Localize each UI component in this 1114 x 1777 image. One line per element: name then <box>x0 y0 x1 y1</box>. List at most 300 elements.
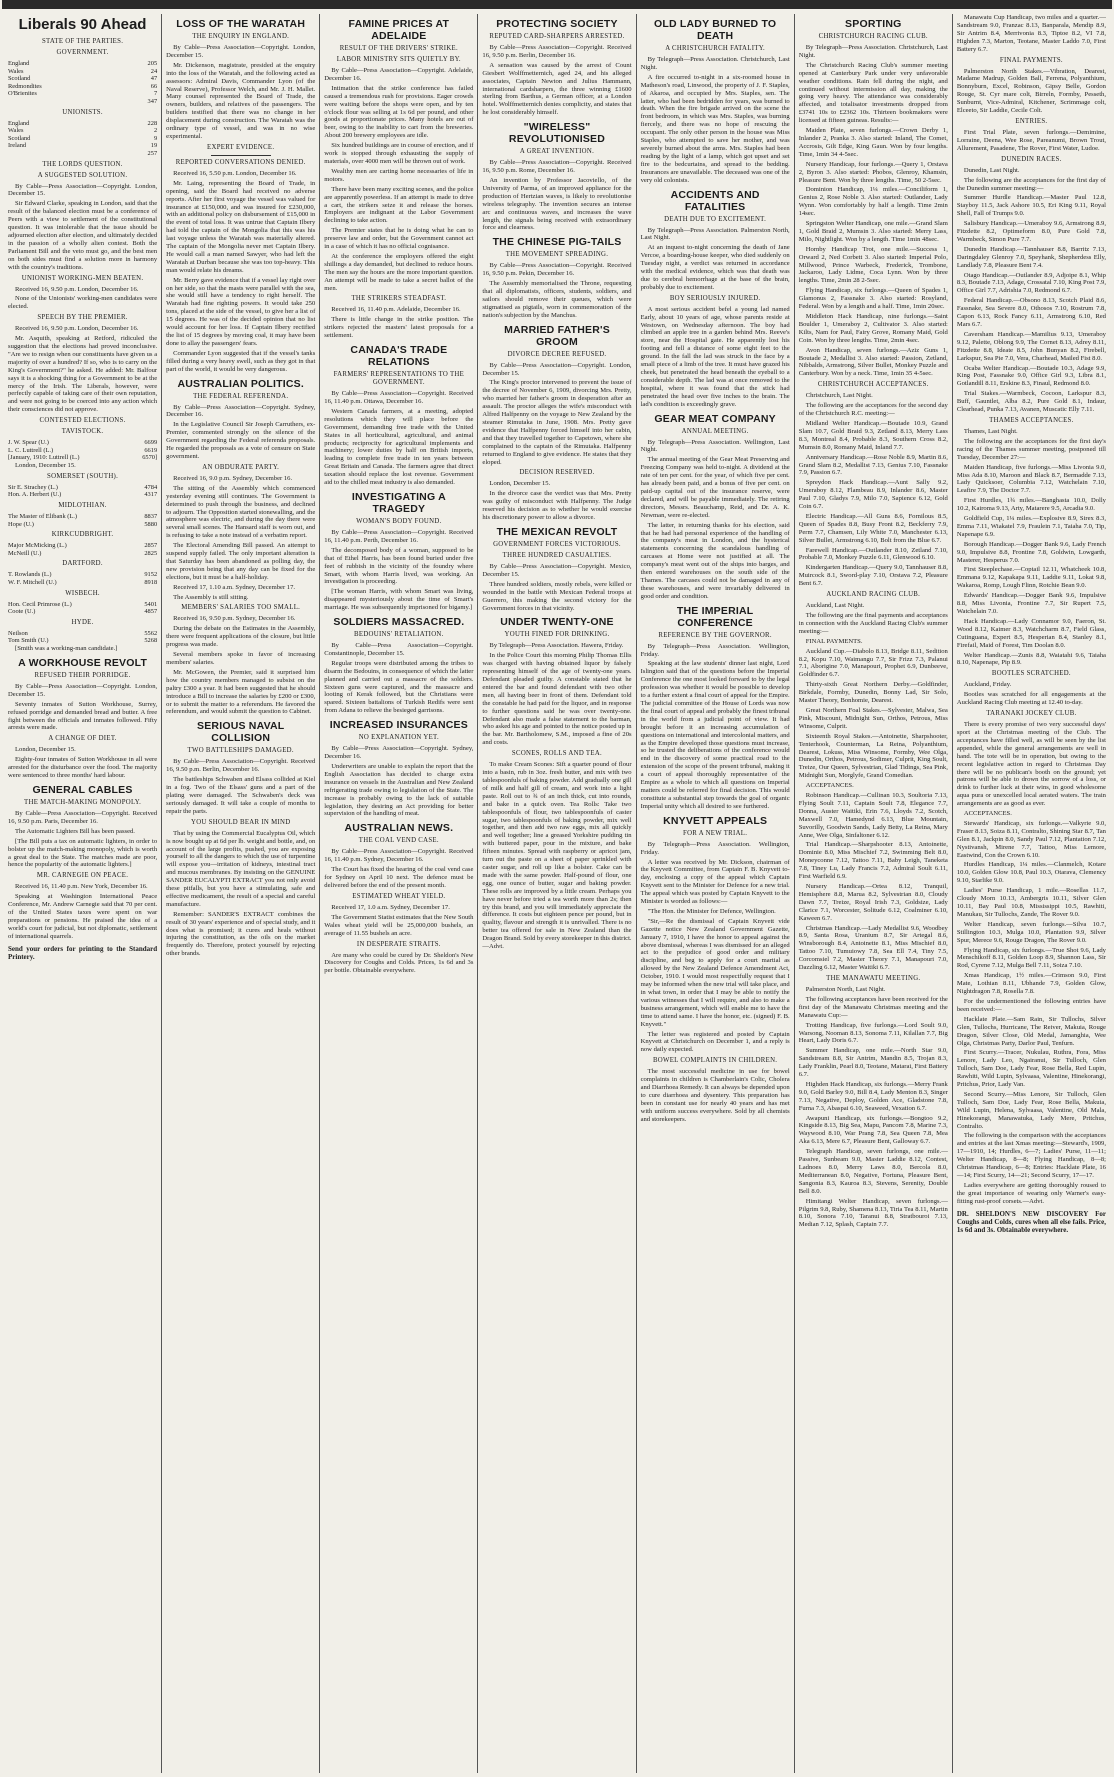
subheading: DECISION RESERVED. <box>519 469 595 477</box>
subheading: FARMERS' REPRESENTATIONS TO THE GOVERNMENT. <box>333 371 465 387</box>
paragraph: The Christchurch Racing Club's summer meeting opened at Canterbury Park under very unfavorable weather conditions. Rain fell during the night, and continued without intermission all day, making the going very heavy. The attendance was considerably affected, and totalisator investments dropped from £3741 10s to £2362 10s. Thirteen bookmakers were licensed at fifteen guineas. Results:— <box>798 61 948 125</box>
paragraph: Trial Handicap.—Sharpshooter 8.13, Antoinette, Dominie 8.0, Miss Mischief 7.2, Swimming Belt 8.0, Moneyconne 7.12, Tattoo 7.11, Baby Leigh, Taneketa 7.8, Tiney Lu, Lady Francis 7.2, Admiral Soult 6.11, First Warfield 6.9. <box>798 841 948 881</box>
headline: GEAR MEAT COMPANY <box>654 412 776 425</box>
paragraph: Otago Handicap.—Outlander 8.9, Adjoipe 8.1, Whip 8.3, Boutade 7.13, Adage, Crossatal 7.10, King Post 7.9, Office Girl 7.7, Adrishia 7.0, Redmond 6.7. <box>956 271 1106 295</box>
article <box>166 464 315 602</box>
article <box>8 161 157 272</box>
row-value: 257 <box>147 149 158 157</box>
paragraph: By Cable—Press Association—Copyright. Sydney, December 16. <box>166 403 316 419</box>
paragraph: ACCEPTANCES. <box>963 810 1012 818</box>
row-label: Hon. A. Herbert (U.) <box>8 491 62 499</box>
headline: AUSTRALIAN NEWS. <box>344 822 454 835</box>
paragraph: By Cable—Press Association—Copyright. London, December 15. <box>8 682 158 698</box>
paragraph: A most serious accident befel a young lad named Early, about 10 years of age, whose parents reside at Westown, on Wednesday afternoon. The boy had climbed an apple tree in a garden behind Mrs. Reeve's store, near the Hospital gate. He apparently lost his footing and fell a distance of some eight feet to the ground. In the fall the lad was struck in the face by a small piece of a limb of the tree. It must have grazed his cheek, but penetrated the head beneath the eyeball to a considerable depth. The lad was at once removed to the hospital, where it was found that the stick had penetrated the head over five inches to the brain. The lad's condition is exceedingly grave. <box>640 305 790 408</box>
paragraph: Hack Handicap.—Lady Connamor 9.0, Faeron, St. Wood 8.12, Kaimer 8.3, Watchcharm 8.7, Field Glass, Cutinguana, Expert 8.5, Hesperian 8.4, Stanley 8.1, Firefail, Maid of Forest, Tim Doolan 8.0. <box>956 617 1106 649</box>
headline: PROTECTING SOCIETY <box>496 18 618 30</box>
paragraph: Ladies' Purse Handicap, 1 mile.—Rosellas 11.7, Cloudy Morn 10.13, Ambergris 10.11, Silver Glen 10.11, Bay Paul 10.8, Mississippi 10.5, Rawhiti, Manukau, Sir Tullochs, Zande, The Rover 9.0. <box>956 887 1106 918</box>
paragraph: London, December 15. <box>15 461 76 469</box>
table-row <box>8 98 157 106</box>
paragraph: Awapuni Handicap, six furlongs.—Bongtoo 9.2, Kingside 8.13, Big Sea, Mapu, Pancom 7.8, Marine 7.3, Waywood 8.10, War Prang 7.8, Sea Queen 7.8, Mea Aka 6.13, Mere 6.7, Pleasure Bent, Galloway 6.7. <box>798 1114 948 1146</box>
subheading: IN DESPERATE STRAITS. <box>356 940 441 948</box>
row-value: 6699 <box>144 439 158 447</box>
subheading: ANNUAL MEETING. <box>681 427 749 435</box>
row-value: 5401 <box>144 600 158 608</box>
subheading: THE MOVEMENT SPREADING. <box>505 251 609 259</box>
article <box>8 560 157 586</box>
subheading: THE MANAWATU MEETING. <box>826 974 921 982</box>
paragraph: Received 16, 11.40 p.m. Adelaide, December 16. <box>331 306 461 314</box>
subheading: KIRKCUDBRIGHT. <box>51 531 114 539</box>
article <box>482 324 631 467</box>
paragraph: Several members spoke in favor of increasing members' salaries. <box>166 651 316 666</box>
column-1 <box>4 14 162 1773</box>
paragraph: Maiden Plate, seven furlongs.—Crown Derby 1, Inlander 2, Pranka 3. Also started: Inland, The Comet, Accrosis, Gilt Edge, King Gaun. Won by four lengths. Time, 1min 34 4-5sec. <box>798 127 948 158</box>
subheading: YOU SHOULD BEAR IN MIND <box>191 818 291 826</box>
results-table <box>8 601 157 616</box>
article <box>324 941 473 976</box>
headline: INCREASED INSURANCES <box>329 719 468 732</box>
paragraph: [The Bill puts a tax on automatic lighters, in order to bolster up the match-making monopoly, which is worth a great deal to the State. The matches made are poor, hence the popularity of the automatic lighters.] <box>8 837 158 869</box>
article <box>641 189 790 292</box>
table-row <box>8 579 157 587</box>
row-label: Redmondites <box>8 82 42 90</box>
paragraph: First Steeplechase.—Coptail 12.11, Whatcheek 10.8, Emmana 9.12, Kapakapa 9.11, Laddie 9.11, Lokat 9.8, Wakaroa, Romp, Lough Flinn, Rotchie Bean 9.0. <box>956 566 1106 590</box>
row-value: 4317 <box>144 491 158 499</box>
article <box>641 605 790 811</box>
subheading: UNIONISTS. <box>62 108 103 116</box>
paragraph: Received 16, 5.50 p.m. London, December 16. <box>173 169 297 177</box>
column-2 <box>162 14 320 1773</box>
paragraph: Intimation that the strike conference has failed caused a tremendous rush for provisions. Eager crowds were waiting before the shops were open, and by ten o'clock flour was selling at 1s 6d per pound, and other goods at proportionate prices. Many hotels are out of beer, owing to the inability to cart from the breweries. About 200 brewery employees are idle. <box>324 84 474 140</box>
results-table <box>8 439 157 462</box>
paragraph: By Cable—Press Association—Copyright. Received 16, 9.50 p.m. Rome, December 16. <box>482 159 632 175</box>
article <box>324 18 473 292</box>
table-row <box>8 542 157 550</box>
paragraph: Flying Handicap, six furlongs.—True Shot 9.6, Lady Menschikoff 8.11, Golden Loop 8.9, Shannon Lass, Sir Rod, Cyrene 7.12, Mulga Bell 7.11, Soiza 7.10. <box>956 946 1106 970</box>
row-label: Neilson <box>8 629 28 637</box>
paragraph: Kindergarten Handicap.—Query 9.0, Tannhauser 8.8, Muircock 8.1, Sword-play 7.10, Orstava 7.2, Pleasure Bent 6.7. <box>798 564 948 588</box>
article <box>641 815 790 1055</box>
row-value: 19 <box>150 142 158 150</box>
paragraph: By Cable—Press Association—Copyright. Received 16, 11.40 p.m. Ottawa, December 16. <box>324 390 474 405</box>
paragraph: Second Scurry.—Miss Lenore, Sir Tulloch, Glen Tulloch, Sam Doe, Lady Fear, Rose Bella, Makuia, Wild Lupin, Helena, Sylvaasa, Valentine, Old Mala, Hinekorangi, Manawatuka, Lady Mere, Pritchus, Contralto. <box>956 1090 1106 1130</box>
paragraph: Six hundred buildings are in course of erection, and if work is stopped through exhausting the supply of materials, over 4000 men will be thrown out of work. <box>324 142 474 165</box>
paragraph: Eighty-four inmates of Sutton Workhouse in all were arrested for the disturbance over the food. The majority were sentenced to three months' hard labour. <box>8 756 158 780</box>
paragraph: Auckland, Friday. <box>963 681 1012 689</box>
paragraph: In the divorce case the verdict was that Mrs. Pretty was guilty of misconduct with Halfpenny. The Judge reserved his decision as to whether he would exercise his discretionary power to allow a divorce. <box>482 490 632 522</box>
paragraph: The following is the comparison with the acceptances and entries at the last Xmas meeting:—Steward's, 1909, 17—1910, 14; Hurdles, 6—7; Ladies' Purse, 11—11; Welter Handicap, 8—8; Flying Handicap, 8—8; Christmas Handicap, 6—8; Entries: Hacklate Plate, 16—14; First Scurry, 14—21; Second Scurry, 17—17. <box>956 1132 1106 1179</box>
paragraph: The following are the acceptances for the first day's racing of the Thames summer meeting, postponed till Tuesday, December 27:— <box>956 437 1106 461</box>
subheading: RESULT OF THE DRIVERS' STRIKE. <box>339 45 458 52</box>
paragraph: During the debate on the Estimates in the Assembly, there were frequent applications of the closure, but little progress was made. <box>166 625 316 649</box>
paragraph: Bootles was scratched for all engagements at the Auckland Racing Club meeting at 12.40 to-day. <box>956 691 1106 707</box>
paragraph: Trotting Handicap, five furlongs.—Lord Soult 9.0, Warsong, Nooman 8.13, Sonoma 7.11, Kilallan 7.7, Big Heart, Lady Doris 6.7. <box>798 1021 948 1045</box>
subheading: CONTESTED ELECTIONS. <box>39 417 126 425</box>
paragraph: Telegraph Handicap, seven furlongs, one mile.—Passive, Sunbeam 9.0, Master Laddie 8.12, Contest, Ladnoes 8.0, Merry Laws 8.0, Bercola 8.0, Mediterranean 8.0, Negative, Fortuna, Pleasure Bent, Sangonia 8.3, Kauroa 8.3, Stevens, Serenity, Double Bell 8.0. <box>798 1148 948 1195</box>
table-row <box>8 439 157 447</box>
article <box>799 975 948 1229</box>
paragraph: None of the Unionists' working-men candidates were elected. <box>8 295 158 311</box>
paragraph: [The woman Harris, with whom Smart was living, disappeared mysteriously about the time of Smart's marriage. He was subsequently imprisoned for bigamy.] <box>324 588 474 612</box>
results-table <box>8 484 157 499</box>
article <box>166 18 315 141</box>
paragraph: Midland Welter Handicap.—Boutade 10.9, Grand Slam 10.7, Gold Braid 9.3, Zetland 8.13, Merry Lass 8.3, Montreal 8.4, Probable 8.3, Southern Cross 8.2, Mumsin 8.0, Romany Maid, Inland 7.7. <box>798 419 948 451</box>
paragraph: An invention by Professor Jacoviello, of the University of Parma, of an improved appliance for the production of Hertzian waves, is likely to revolutionise wireless telegraphy. The invention secures an intense arc and continuous waves, and increases the wave length, the signals being received with extraordinary force and clearness. <box>482 176 632 232</box>
row-label: Scotland <box>8 134 31 142</box>
article <box>482 18 631 117</box>
paragraph: Robinson Handicap.—Cullinan 10.3, Soultoria 7.13, Flying Soult 7.11, Captain Soult 7.8, Elegance 7.7, Donna, Auster Waitiki, Erin 7.6, Lloyds 7.2, Scotch, Maxwell 7.0, Hamedynd 6.13, Blue Mountain, Suvorilly, Goodwin Sands, Lady Betty, La Reina, Mary Anne, Wee Olga, Sinfaltoner 6.12. <box>798 792 948 839</box>
subheading: CHRISTCHURCH RACING CLUB. <box>818 33 928 40</box>
paragraph: Hurdles Handicap, 1¼ miles.—Clanmelch, Kotare 10.0, Golden Glow 10.8, Paul 10.3, Otarava, Clemency 9.10, Starlike 9.0. <box>956 861 1106 885</box>
paragraph: Mr. Asquith, speaking at Retford, ridiculed the suggestion that the elections had proved inconclusive. "Are we to resign when our constituents have given us a majority of over a hundred? If so, who is to carry on the King's Government?" he asked. He added: Mr. Balfour says it is a shocking thing for a Government to be at the mercy of the Irish. The Liberals, however, were perfectly capable of taking care of their own reputation, and were not going to be coerced into any action which their consciences did not approve. <box>8 335 158 414</box>
subheading: REFERENCE BY THE GOVERNOR. <box>658 631 772 639</box>
row-label: Wales <box>8 67 24 75</box>
paragraph: Received 16, 9.50 p.m. London, December 16. <box>15 285 139 293</box>
row-label: Tom Smith (U.) <box>8 637 49 645</box>
row-label: J. W. Spear (U.) <box>8 439 49 447</box>
paragraph: By Cable—Press Association—Copyright. Adelaide, December 16. <box>324 67 474 82</box>
results-table <box>8 571 157 586</box>
paragraph: That by using the Commercial Eucalyptus Oil, which is now bought up at 6d per lb. weight and bottle, and, on account of the large profits, pushed, you are exposing yourself to all the dangers to which the use of turpentine will expose you—irritation of kidneys, intestinal tract and mucous membranes. By insisting on the GENUINE SANDER EUCALYPTI EXTRACT you not only avoid these pitfalls, but you have a stimulating, safe and effective medicament, the result of a special and careful manufacture. <box>166 829 316 908</box>
table-row <box>8 83 157 91</box>
subheading: A GREAT INVENTION. <box>519 148 595 156</box>
paragraph: Regular troops were distributed among the tribes to disarm the Bedouins, in consequence of which the latter planned and carried out a massacre of the soldiers. Sixteen guns were captured, and the massacre and looting of Kerak followed, but the Christians were spared. Sixteen battalions of Turkish Redifs were sent from Adana to relieve the besieged garrisons. <box>324 659 474 715</box>
subheading: REFUSED THEIR PORRIDGE. <box>34 671 131 679</box>
row-label: England <box>8 119 30 127</box>
table-row <box>8 447 157 455</box>
article <box>957 670 1106 707</box>
paragraph: Hacklate Plate.—Sam Rain, Sir Tullochs, Silver Glen, Tullochs, Hurricane, The Reiver, Makuia, Rouge Dragon, Silver Close, Old Medal, Jamanghia, Wee Olga, Christmas Party, Darlor Paul, Tenfurn. <box>956 1015 1106 1047</box>
results-table <box>8 542 157 557</box>
subheading: THAMES ACCEPTANCES. <box>989 416 1074 424</box>
table-row <box>8 601 157 609</box>
paragraph: Welter Handicap.—Zunis 8.8, Waiatahi 9.6, Taiaha 8.10, Napenape, Pip 8.9. <box>956 651 1106 667</box>
paragraph: By Cable—Press Association—Copyright. London, December 15. <box>8 182 158 198</box>
subheading: THE LORDS QUESTION. <box>42 160 123 168</box>
article <box>324 491 473 612</box>
row-value: 47 <box>150 75 158 83</box>
row-value: 9 <box>153 134 158 142</box>
paragraph: Underwriters are unable to explain the report that the English Association has decided to charge extra insurance on vessels in the Australian and New Zealand refrigerating trade owing to legislation of the State. The increase is probably owing to the lack of suitable legislation, they desiring an Act providing for better supervision of the handling of meat. <box>324 763 474 818</box>
subheading: BOOTLES SCRATCHED. <box>991 670 1071 678</box>
article <box>8 417 157 470</box>
paragraph: By Cable—Press Association—Copyright. London, December 15. <box>482 361 632 377</box>
row-label: Ireland <box>8 142 27 150</box>
headline: INVESTIGATING A TRAGEDY <box>351 490 446 515</box>
paragraph: The latter, in returning thanks for his election, said that he had had personal experience of the handling of the company's meat in London, and the hysterical statements concerning the scandalous handling of carcases at Home were not justified at all. The company's meat went out of the ships into barges, and then entered warehouses on the south side of the Thames. The carcases could not be damaged in any of these warehouses, and were invariably delivered in good order and condition. <box>640 521 790 600</box>
row-label <box>8 98 124 106</box>
article <box>957 156 1106 414</box>
paragraph: Manawatu Cup Handicap, two miles and a quarter.—Sandstream 9.0, Franzac 8.13, Banparala, Mendip 8.9, Sir Antrim 8.4, Merrivonia 8.3, Tiptoe 8.2, VI 7.8, Highden 7.3, Marton, Teotane, Master Laddo 7.0, First Battery 6.7. <box>956 14 1106 53</box>
subheading: A CHRISTCHURCH FATALITY. <box>665 45 766 52</box>
table-row <box>8 127 157 135</box>
headline: SOLDIERS MASSACRED. <box>333 616 465 629</box>
subheading: MR. CARNEGIE ON PEACE. <box>36 872 129 880</box>
paragraph: Nursery Handicap.—Ortea 8.12, Tranquil, Hemisphere 8.8, Marua 8.2, Sylvestrian 8.0, Cloudy Dawn 7.7, Treize, Royal Irish 7.3, Goldsize, Lady Clarice 7.1, Worcester, Solitude 6.12, Coalminer 6.10, Kaween 6.7. <box>798 883 948 922</box>
table-row <box>8 521 157 529</box>
paragraph: Speaking at Washington International Peace Conference, Mr. Andrew Carnegie said that 70 per cent. of the United States taxes were spent on war preparations or pensions. He praised the idea of a world's court for judicial, but not diplomatic, settlement of international quarrels. <box>8 893 158 940</box>
row-value: 4784 <box>144 483 158 491</box>
article <box>8 16 157 106</box>
paragraph: A fire occurred to-night in a six-roomed house in Matheson's road, Linwood, the property of J. F. Staples, of Akaroa, and occupied by Mrs. Staples, sen. The latter, who had been bedridden for years, was burned to death. When the fire brigade arrived on the scene the front bedroom, in which was Mrs. Staples, was burning fiercely, and there was no hope of rescuing the occupant. The only other person in the house was Miss Staples, who attempted to save her mother, and was severely burned about the arms. Mrs. Staples had been reading by the light of a lamp, which got upset and set fire to the bedcurtains, and spread to the bedding. Insurances are unavailable. The deceased was one of the very old colonists. <box>640 73 790 184</box>
article <box>166 144 315 374</box>
paragraph: The sitting of the Assembly which commenced yesterday evening still continues. The Government is determined to push through the business, and declined to adjourn. The Opposition started stonewalling, and the atmosphere was electric, and during the day there were several small scenes. The Hansard staff is worn out, and is refusing to take a note instead of a verbatim report. <box>166 484 316 540</box>
table-row <box>8 513 157 521</box>
table-row <box>8 90 157 98</box>
subheading: TAVISTOCK. <box>61 428 104 436</box>
paragraph: By Telegraph—Press Association. Wellington, Friday. <box>640 840 790 856</box>
headline: AUSTRALIAN POLITICS. <box>177 377 304 390</box>
row-label: Sir E. Strachey (L.) <box>8 483 58 491</box>
article <box>799 591 948 972</box>
paragraph: Himitangi Welter Handicap, seven furlongs.—Pilgrim 9.8, Ruby, Shamena 8.13, Tiria Tea 8.11, Martin 8.10, Sonora 7.10, Taranui 8.8, Stratbouroi 7.13, Median 7.12, Splash, Captain 7.7. <box>798 1197 948 1229</box>
paragraph: Farewell Handicap.—Outlander 8.10, Zetland 7.10, Probable 7.0, Monkey Puzzle 6.11, Glenwood 6.10. <box>798 546 948 562</box>
paragraph: In the Police Court this morning Philip Thomas Ellis was charged with having obtained liquor by falsely representing himself of the age of twenty-one years. Defendant pleaded guilty. A constable stated that he entered the bar and found defendant with two other men, all having beer in front of them. Defendant told the constable he had paid for the liquor, and in response to further questions said he was over twenty-one. Defendant also made a false statement to the barman, who asked his age and pointed to the notice posted up in the bar. Mr. Bartholomew, S.M., imposed a fine of 20s and costs. <box>482 652 632 747</box>
paragraph: Thirty-sixth Great Northern Derby.—Goldfinder, Birkdale, Formby, Dunedin, Bonny Lad, Sir Solo, Master Theory, Bonhomie, Dearest. <box>798 681 948 705</box>
headline: THE CHINESE PIG-TAILS <box>492 236 622 249</box>
paragraph: [Smith was a working-man candidate.] <box>15 645 118 652</box>
paragraph: A letter was received by Mr. Dickson, chairman of the Knyvett Committee, from Captain F. B. Knyvett to-day, enclosing a copy of the appeal which Captain Knyvett sent to the Minister for Defence for a new trial. The appeal which was posted by Captain Knyvett to the Minister is worded as follows:— <box>640 858 790 906</box>
article <box>957 417 1106 667</box>
row-value: 5880 <box>144 520 158 528</box>
paragraph: Nursery Handicap, four furlongs.—Query 1, Orstava 2, Byron 3. Also started: Phobos, Glenroy, Khamsin, Pleasure Bent. Won by three lengths. Time, 50 2-5sec. <box>798 160 948 184</box>
headline: MARRIED FATHER'S GROOM <box>504 323 610 348</box>
row-label: McNeill (U.) <box>8 549 42 557</box>
paragraph: Salisbury Handicap.—Umeraboy 9.6, Armstrong 8.9, Fitzdette 8.2, Optimeform 8.0, Pure Gold 7.8, Warmbeck, Simon Pure 7.7. <box>956 220 1106 243</box>
paragraph: "The Hon. the Minister for Defence, Wellington. <box>647 907 776 915</box>
article <box>8 590 157 616</box>
table-row <box>8 75 157 83</box>
paragraph: Dominion Handicap, 1¼ miles.—Conciliform 1, Genius 2, Rose Noble 3. Also started: Outlander, Lady Wynn. Won comfortably by half a length. Time 2min 14sec. <box>798 186 948 218</box>
paragraph: Received 16, 9.50 p.m. London, December 16. <box>15 325 139 333</box>
subheading: DUNEDIN RACES. <box>1001 155 1062 163</box>
row-label: England <box>8 60 30 67</box>
paragraph: There is every promise of two very successful days' sport at the Christmas meeting of the Club. The acceptances have filled well, as will be seen by the list appended, while the general arrangements are well in hand. The tote will be in operation, but owing to the recent legislative action in regard to Christmas Day there will be no publican's booth on the ground; yet patrons will be able to drown the sorrow of a loss, or drink to further luck at their wins, in good wholesome aqua pura or unexcelled local aerated waters. The train arrangements are as good as ever. <box>956 721 1106 808</box>
paragraph: By Cable—Press Association—Copyright. Mexico, December 15. <box>482 562 632 578</box>
subheading: SCONES, ROLLS AND TEA. <box>511 750 603 758</box>
paragraph: By Cable—Press Association—Copyright. Sydney, December 16. <box>324 745 474 761</box>
table-row <box>8 608 157 616</box>
paragraph: Summer Handicap, one mile.—North Star 9.0, Sandstream 8.8, Sir Antrim, Mandin 8.5, Trojan 8.3, Lady Franklin, Pearl 8.0, Teotane, Matarai, First Battery 6.7. <box>798 1047 948 1079</box>
paragraph: By Cable—Press Association—Copyright. Received 16, 9.50 p.m. Berlin, December 16. <box>482 44 632 59</box>
paragraph: The King's proctor intervened to prevent the issue of the decree of November 6, 1909, divorcing Mrs. Pretty, who married her father's groom in desperation after an assault. The proctor alleges the wife's misconduct with Alfred Halfpenny on the voyage to New Zealand by the steamer Rimutaka in June, 1908. Mrs. Pretty gave evidence that Halfpenny forced himself into her cabin, and that they travelled together to Capetown, where she complained to the captain of the Rimutaka. Halfpenny returned to England to give evidence. He states that they eloped. <box>482 379 632 466</box>
paragraph: Welter Handicap, seven furlongs.—Silva 10.7, Stillington 10.3, Mulga 10.0, Plantation 9.9, Silver Spur, Merece 9.6, Rouge Dragon, The Rover 9.0. <box>956 920 1106 944</box>
row-value: 8837 <box>144 513 158 521</box>
subheading: DEATH DUE TO EXCITEMENT. <box>664 215 767 223</box>
paragraph: The Premier states that he is doing what he can to preserve law and order, but the Government cannot act in a case of which it has no official cognisance. <box>324 227 474 251</box>
paragraph: Caversham Handicap.—Mamilius 9.13, Umeraboy 9.12, Palette, Oblong 9.9, The Cornet 8.13, Adrey 8.11, Fitzdette 8.8, Ideate 8.5, John Bunyan 8.2, Firebell, Larkspur, Sea Pie 7.0, Vera, Charhead, Mailed Fist 8.0. <box>956 330 1106 362</box>
headline: CANADA'S TRADE RELATIONS <box>350 344 448 369</box>
table-row <box>8 60 157 68</box>
article <box>8 109 157 158</box>
headline: FAMINE PRICES AT ADELAIDE <box>348 18 450 42</box>
subheading: AUCKLAND RACING CLUB. <box>826 591 921 599</box>
table-row <box>8 454 157 462</box>
article <box>482 121 631 232</box>
row-label: O'Brienites <box>8 90 37 98</box>
subheading: BOWEL COMPLAINTS IN CHILDREN. <box>652 1057 778 1065</box>
row-value: 7 <box>153 90 158 98</box>
results-table <box>8 120 157 158</box>
table-row <box>8 150 157 158</box>
paragraph: Sixteenth Royal Stakes.—Antoinette, Sharpshooter, Tenterhook, Counterman, La Reina, Polyanthium, Dearest, Lokuss, Miss Winsome, Formby, Wee Olga, Dunedin, Orthos, Petrous, Sodimer, Culprit, King Soult, Treize, Our Queen, Sylvestrian, Glad Tidings, Sea Pink, Midnight Sun, Morglyfe, Grand Comedian. <box>798 732 948 780</box>
headline: OLD LADY BURNED TO DEATH <box>654 18 777 42</box>
paragraph: Xmas Handicap, 1½ miles.—Crimson 9.0, First Mate, Lothian 8.11, Ubhande 7.9, Golden Glow, Nightdragon 7.8, Rosella 7.8. <box>956 972 1106 996</box>
headline: THE IMPERIAL CONFERENCE <box>676 604 754 629</box>
paragraph: Dunedin, Last Night. <box>963 166 1020 174</box>
advert-line: Send your orders for printing to the Standard Printery. <box>8 944 158 961</box>
subheading: NO EXPLANATION YET. <box>358 734 439 742</box>
row-label: Hon. Cecil Primrose (L.) <box>8 600 72 608</box>
paragraph: The decomposed body of a woman, supposed to be that of Ethel Harris, has been found buried under five feet of rubbish in the vicinity of the foundry where Smart, with whom Harris lived, was working. An investigation is proceeding. <box>324 546 474 586</box>
row-value: 8918 <box>144 579 158 587</box>
paragraph: Commander Lyon suggested that if the vessel's tanks filled during a very heavy swell, such as they got in that part of the world, it would be very dangerous. <box>166 349 316 373</box>
subheading: THE MATCH-MAKING MONOPOLY. <box>24 798 142 806</box>
subheading: GOVERNMENT FORCES VICTORIOUS. <box>493 540 621 548</box>
paragraph: By Cable—Press Association—Copyright. Received 16, 9.50 p.m. Paris, December 16. <box>8 809 158 825</box>
paragraph: Received 17, 1.10 a.m. Sydney, December 17. <box>173 583 296 591</box>
subheading: REPUTED CARD-SHARPERS ARRESTED. <box>489 33 625 40</box>
article <box>166 720 315 815</box>
paragraph: Ocaba Welter Handicap.—Boutade 10.3, Adage 9.9, King Post, Fassnake 9.0, Office Girl 9.3, Libra 8.1, Gotlandill 8.11, Erskine 8.3, Finaul, Redmond 8.0. <box>956 364 1106 388</box>
column-4 <box>478 14 636 1773</box>
row-value: 205 <box>147 60 158 67</box>
article <box>957 118 1106 153</box>
divider-rule <box>211 155 271 156</box>
row-value: 6570] <box>142 454 158 462</box>
row-value: 228 <box>147 119 158 127</box>
paragraph: Maiden Handicap, five furlongs.—Miss Livonia 9.0, Miss Ada 8.10, Maroon and Black 8.7, Bermadde 7.13, Lady Quicksoer, Columbia 7.12, Watchelain 7.10, Leafire 7.9, The Doctor 7.7. <box>956 463 1106 495</box>
subheading: LABOR MINISTRY SITS QUIETLY BY. <box>336 56 461 63</box>
article <box>957 57 1106 115</box>
article <box>8 872 157 960</box>
paragraph: Borough Handicap.—Dogger Bank 9.6, Lady French 9.0, Impulsive 8.8, Frontine 7.8, Goldwin, Lowgarth, Masterer, Hesperus 7.0. <box>956 540 1106 564</box>
headline: SERIOUS NAVAL COLLISION <box>197 720 285 745</box>
paragraph: Are many who could be cured by Dr. Sheldon's New Discovery for Coughs and Colds. Prices, 1s 6d and 3s per bottle. Obtainable everywhere. <box>324 951 474 975</box>
subheading: TWO BATTLESHIPS DAMAGED. <box>187 747 294 755</box>
table-row <box>8 135 157 143</box>
article <box>8 531 157 557</box>
row-label: T. Rowlands (L.) <box>8 571 52 579</box>
paragraph: ACCEPTANCES. <box>805 782 854 790</box>
paragraph: Ladies everywhere are getting thoroughly roused to the great importance of wearing only Warner's easy-fitting rust-proof corsets.—Advt. <box>956 1181 1106 1205</box>
article <box>324 295 473 340</box>
paragraph: The most successful medicine in use for bowel complaints in children is Chamberlain's Colic, Cholera and Diarrhoea Remedy. It can always be depended upon to cure diarrhoea and dysentery. This preparation has been in constant use for nearly 40 years and has met with uniform success everywhere. Sold by all chemists and storekeepers. <box>640 1068 790 1123</box>
article <box>641 1057 790 1123</box>
paragraph: The following are the acceptances for the second day of the Christchurch R.C. meeting:— <box>798 402 948 418</box>
article <box>8 784 157 869</box>
subheading: TARANAKI JOCKEY CLUB. <box>986 710 1077 718</box>
paragraph: Mr. McGowen, the Premier, said it surprised him how the country members managed to subsist on the paltry £300 a year. It had been suggested that he should introduce a Bill to increase the salaries by £200 or £300, or to submit the matter to a referendum. He favored the referendum, and would submit the question to Cabinet. <box>166 668 316 716</box>
headline: A WORKHOUSE REVOLT <box>18 656 148 669</box>
subheading: UNIONIST WORKING-MEN BEATEN. <box>21 274 144 282</box>
article <box>482 750 631 951</box>
paragraph: Mr. Laing, representing the Board of Trade, in opening, said the Board had received no adverse reports. After her first voyage the vessel was valued for insurance at £150,000, and was insured for £230,000, with an additional policy on disbursement of £15,000 in the event of total loss. It was untrue that Captain Ilbery had told the captain of the Mongolia that this was his last voyage unless the Waratah was materially altered. The captain of the Mongolia never met Captain Ilbery. He would call a man named Sawyer, who had left the Waratah at Durban because she was too top-heavy. This man would relate his dreams. <box>166 179 316 274</box>
headline: UNDER TWENTY-ONE <box>500 616 614 629</box>
paragraph: Christmas Handicap.—Lady Medallist 9.6, Woodbey 8.9, Santa Rosa, Uranium 8.7, Sir Artegal 8.6, Winsborough 8.4, Antoinette 8.1, Miss Mischief 8.0, Tattoo 7.10, Tumuiowy 7.8, Sea Ell 7.4, Tiny 7.5, Corcomsiel 7.2, Master Theory 7.1, Manapouri 7.0, Dazzling 6.12, Master Waitiki 6.7. <box>798 924 948 972</box>
paragraph: The Court has fixed the hearing of the coal vend case for Sydney on April 10 next. The defence must be delivered before the end of the present month. <box>324 866 474 889</box>
paragraph: London, December 15. <box>15 746 76 754</box>
row-label: Coote (U.) <box>8 608 36 616</box>
article <box>324 616 473 715</box>
paragraph: By Telegraph—Press Association. Wellington, Last Night. <box>640 438 790 454</box>
row-label: The Master of Elibank (L.) <box>8 513 78 521</box>
paragraph: Anniversary Handicap.—Rose Noble 8.9, Martin 8.6, Grand Slam 8.2, Medallist 7.13, Genius 7.10, Fassnake 7.9, Passion 6.7. <box>798 453 948 477</box>
subheading: FOR A NEW TRIAL. <box>683 829 748 837</box>
column-5 <box>637 14 795 1773</box>
paragraph: The following are the acceptances for the first day of the Dunedin summer meeting:— <box>956 176 1106 192</box>
paragraph: The Government Statist estimates that the New South Wales wheat yield will be 25,000,000 bushels, an average of 11.55 bushels an acre. <box>324 913 474 937</box>
paragraph: Received 17, 1.0 a.m. Sydney, December 17. <box>331 903 450 911</box>
paragraph: Remember: SANDER'S EXTRACT combines the result of 30 years' experience and of special study, and it does what is promised; it cures and heals without injuring the constitution, as the oils on the market frequently do. Therefore, protect yourself by rejecting other brands. <box>166 910 316 958</box>
paragraph: Hornby Handicap Trot, one mile.—Success 1, Orward 2, Ned Corbett 3. Also started: Imperial Polo, Millwood, Prince Warbeck, Frederick, Trombone, Jackaroo, Lady Lidme, Coca Lynn. Won by three lengths. Time, 2min 28 2-5sec. <box>798 245 948 285</box>
article <box>482 616 631 747</box>
article <box>799 381 948 588</box>
subheading: ENTRIES. <box>1015 117 1048 125</box>
article <box>482 526 631 612</box>
row-label <box>8 150 112 158</box>
paragraph: By Telegraph—Press Association. Christchurch, Last Night. <box>640 56 790 71</box>
subheading: AN OBDURATE PARTY. <box>202 463 280 471</box>
paragraph: Auckland, Last Night. <box>805 602 865 610</box>
column-7 <box>953 14 1110 1773</box>
row-value: 2825 <box>144 549 158 557</box>
paragraph: Flying Handicap, six furlongs.—Queen of Spades 1, Glamonus 2, Fassnake 3. Also started: Rosyland, Federal. Won by a length and a half. Time, 1min 20sec. <box>798 287 948 311</box>
article <box>166 604 315 716</box>
headline: THE MEXICAN REVOLT <box>496 525 618 538</box>
article <box>641 295 790 409</box>
row-value: 5268 <box>144 637 158 645</box>
paragraph: By Telegraph—Press Association. Palmerston North, Last Night. <box>640 226 790 242</box>
masthead-strip <box>2 0 1112 9</box>
paragraph: The letter was registered and posted by Captain Knyvett at Christchurch on December 1, and a reply is now daily expected. <box>640 1030 790 1054</box>
article <box>957 710 1106 1180</box>
article <box>8 619 157 653</box>
paragraph: First Trial Plate, seven furlongs.—Demimine, Lorraine, Deena, Wee Rose, Pareanumi, Brown Trout, Allurement, Pasadene, The Rover, First Water, Ludoe. <box>956 128 1106 152</box>
paragraph: Palmerston North Stakes.—Vibration, Dearest, Madame Madrup, Golden Ball, Ferrena, Polyanthium, Bonnyburn, Excel, Robinson, Gipsy Belle, Gordon Rouge, St. Cyr mare colt, Birreln, Formby, Pesseth, Sunburnt, Vice-Admiral, Kitchener, Scrimmage colt, Elceeto, Sir Laddie, Cecile Colt. <box>956 67 1106 115</box>
table-row <box>8 630 157 638</box>
article <box>957 14 1106 54</box>
paragraph: By Cable—Press Association—Copyright. Received 16, 11.40 p.m. Sydney, December 16. <box>324 848 474 864</box>
subheading: EXPERT EVIDENCE. <box>207 143 275 151</box>
paragraph: First Hurdles, 1¾ miles.—Banghasta 10.0, Dolly 10.2, Kairoma 9.13, Arty, Matarere 9.5, Arcadia 9.0. <box>956 497 1106 513</box>
subheading: THE COAL VEND CASE. <box>358 837 439 845</box>
row-value: 4857 <box>144 608 158 616</box>
paragraph: Auckland Cup.—Diabolo 8.13, Bridge 8.11, Sedition 8.2, Kopu 7.10, Waimangu 7.7, Sir Frizz 7.3, Palanui 7.1, Aborigine 7.0, Manapouri, Prophet 6.9, Dunbeeve, Goldfinder 6.7. <box>798 647 948 679</box>
article <box>799 18 948 378</box>
table-row <box>8 491 157 499</box>
article <box>166 819 315 959</box>
row-label: Hope (U.) <box>8 520 34 528</box>
paragraph: Great Northern Foal Stakes.—Sylvester, Malwa, Sea Pink, Miscount, Midnight Sun, Orthos, Petrous, Miss Winsome, Culprit. <box>798 706 948 730</box>
subheading: WOMAN'S BODY FOUND. <box>356 517 442 525</box>
paragraph: Goldfield Cup, 1¼ miles.—Explosive 8.9, Sirex 8.3, Emma 7.11, Wiakatel 7.9, Fraulein 7.1, Taiaha 7.0, Tip, Napenape 6.9. <box>956 515 1106 538</box>
paragraph: To make Cream Scones: Sift a quarter pound of flour into a basin, rub in 3oz. fresh butter, and mix with two tablespoonfuls of baking powder. Add gradually one gill of milk and half gill of cream, and work into a light paste. Roll out to ¾ of an inch thick, cut into rounds, and bake in a quick oven. Tea Rolls: Take two tablespoonfuls of flour, two tablespoonfuls of caster sugar, two tablespoonfuls of baking powder, mix well together, and then add two raw eggs, mix all quickly and well together; line a greased Yorkshire pudding tin with buttered paper, pour in the mixture, and bake fifteen minutes. Spread with raspberry or apricot jam, turn out the paste on a sheet of paper sprinkled with caster sugar, and roll up like a bolster. Cake can be made with the same powder. Half-pound of flour, one egg, one ounce of butter, sugar and baking powder. These rolls are improved by a little cream. Perhaps you have never before tried a tea worth more than 2s; then try this brand, and you will immediately appreciate the difference. It costs but eighteen pence per pound, but in quality, flavour and strength it is unrivalled. There is no better tea offered for sale in New Zealand than the Dragon Brand. Sold by every storekeeper in this district.—Advt. <box>482 761 632 951</box>
article <box>324 344 473 487</box>
subheading: THREE HUNDRED CASUALTIES. <box>502 551 612 559</box>
paragraph: By Telegraph—Press Association. Hawera, Friday. <box>489 642 624 650</box>
paragraph: First Scurry.—Tracer, Nukulau, Ruthra, Fora, Miss Lenore, Lady Leo, Ngairanui, Sir Tulloch, Glen Tulloch, Sam Doe, Lady Fear, Rose Bella, Red Lupin, Rawhiti, Wild Lupin, Sylvaasa, Valentine, Hinekorangi, Pritchus, Prior, Lady Van. <box>956 1049 1106 1089</box>
paragraph: The Assembly memorialised the Throne, requesting that all diplomatists, officers, students, soldiers, and sailors should remove their queues, which were stigmatised as pigtails, worn in commemoration of the nation's subjection by the Manchus. <box>482 280 632 319</box>
paragraph: Mr. Berry gave evidence that if a vessel lay right over on her side, so that the masts were parallel with the sea, she would still have a tendency to right herself. The Waratah had fine righting powers. It would take 250 tons, placed at the side of the vessel, to give her a list of 15 degrees. He was of the decided opinion that no list would account for her loss. If Captain Ilbery rectified the list of 15 degrees by moving coal, it may have been done to allay the passengers' fears. <box>166 276 316 347</box>
subheading: FINAL PAYMENTS. <box>999 56 1063 64</box>
paragraph: Sir Edward Clarke, speaking in London, said that the result of the balanced election must be a conference of Peers with a view to settlement of the constitutional question. It was intolerable that the issue should be adjourned election after election, and ultimately decided in the passion of a wholly alien contest. Both the Parliament Bill and the veto must go, and the best men on both sides must find a solution more in harmony with the country's traditions. <box>8 200 158 271</box>
table-row <box>8 571 157 579</box>
results-table <box>8 513 157 528</box>
subheading: CHRISTCHURCH ACCEPTANCES. <box>817 381 929 389</box>
paragraph: "Sir,—Re the dismissal of Captain Knyvett vide Gazette notice New Zealand Government Gazette, January 7, 1910, I have the honor to appeal against the above dismissal, whereas I was dismissed for an alleged act to the prejudice of good order and military discipline, and beg to apply for a court martial as allowed by the New Zealand Defence Amendment Act, October, 1910. I would most respectfully request that I may be informed when the new trial will take place, and in what town, in order that I may be able to notify the various witnesses that I will require, and also to make a business arrangement, which will enable me to have the time to attend same. I have the honor, etc. (signed) F. B. Knyvett." <box>640 917 790 1028</box>
paragraph: Trial Stakes.—Warmbeck, Cocoon, Larkspur 8.3, Buff, Gauntlet, Alba 8.2, Pure Gold 8.1, Indaur, Clearhead, Punka 7.13, Avanen, Muscatic Elly 7.11. <box>956 390 1106 414</box>
